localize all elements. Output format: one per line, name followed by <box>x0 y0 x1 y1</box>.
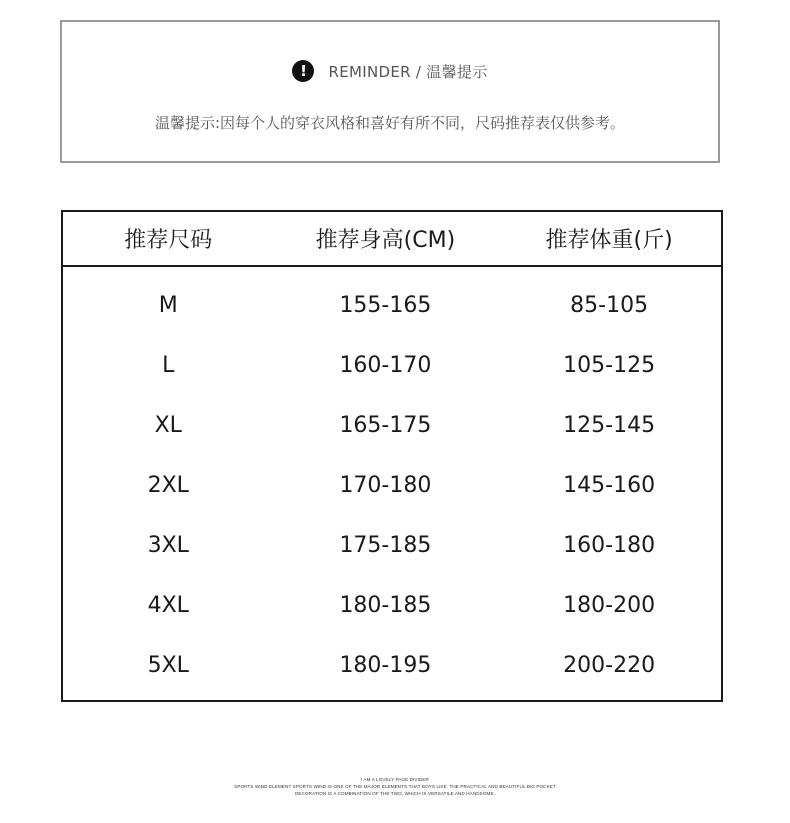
cell-weight: 145-160 <box>563 472 656 498</box>
table-row <box>63 575 721 635</box>
reminder-box <box>60 20 720 163</box>
reminder-header <box>62 60 718 82</box>
table-header-row <box>63 212 721 266</box>
table-row <box>63 515 721 575</box>
table-row <box>63 266 721 335</box>
reminder-text: 温馨提示:因每个人的穿衣风格和喜好有所不同，尺码推荐表仅供参考。 <box>154 114 626 132</box>
divider-line-3: DECORATION IS A COMBINATION OF THE TWO, WHICH IS VERSATILE AND HANDSOME. <box>295 791 495 796</box>
cell-size: 2XL <box>147 472 189 498</box>
cell-height: 160-170 <box>339 352 432 378</box>
cell-weight: 180-200 <box>563 592 656 618</box>
table-row <box>63 635 721 695</box>
cell-weight: 85-105 <box>570 292 649 318</box>
cell-weight: 125-145 <box>563 412 656 438</box>
table-row <box>63 455 721 515</box>
cell-height: 170-180 <box>339 472 432 498</box>
table-row <box>63 395 721 455</box>
cell-weight: 105-125 <box>563 352 656 378</box>
reminder-title: REMINDER / 温馨提示 <box>328 62 488 81</box>
cell-height: 165-175 <box>339 412 432 438</box>
page-divider <box>0 776 790 797</box>
cell-weight: 200-220 <box>563 652 656 678</box>
cell-height: 155-165 <box>339 292 432 318</box>
cell-size: XL <box>154 412 182 438</box>
divider-line-2: SPORTS WIND ELEMENT SPORTS WIND IS ONE OF THE MAJOR ELEMENTS THAT BOYS LIKE. THE PRACTICAL AND BEAUTIFUL BIG POCKET <box>234 784 556 789</box>
cell-height: 180-185 <box>339 592 432 618</box>
exclamation-circle-icon: ! <box>292 60 314 82</box>
size-table <box>63 212 721 695</box>
cell-size: 4XL <box>147 592 189 618</box>
header-weight: 推荐体重(斤) <box>497 212 721 266</box>
cell-size: 3XL <box>147 532 189 558</box>
header-size: 推荐尺码 <box>63 212 274 266</box>
cell-height: 180-195 <box>339 652 432 678</box>
size-chart <box>61 210 723 702</box>
cell-weight: 160-180 <box>563 532 656 558</box>
divider-line-1: I AM A LOVELY PAGE DIVIDER <box>361 777 429 782</box>
cell-size: 5XL <box>147 652 189 678</box>
header-height: 推荐身高(CM) <box>274 212 498 266</box>
cell-size: L <box>162 352 175 378</box>
cell-size: M <box>158 292 178 318</box>
table-row <box>63 335 721 395</box>
cell-height: 175-185 <box>339 532 432 558</box>
